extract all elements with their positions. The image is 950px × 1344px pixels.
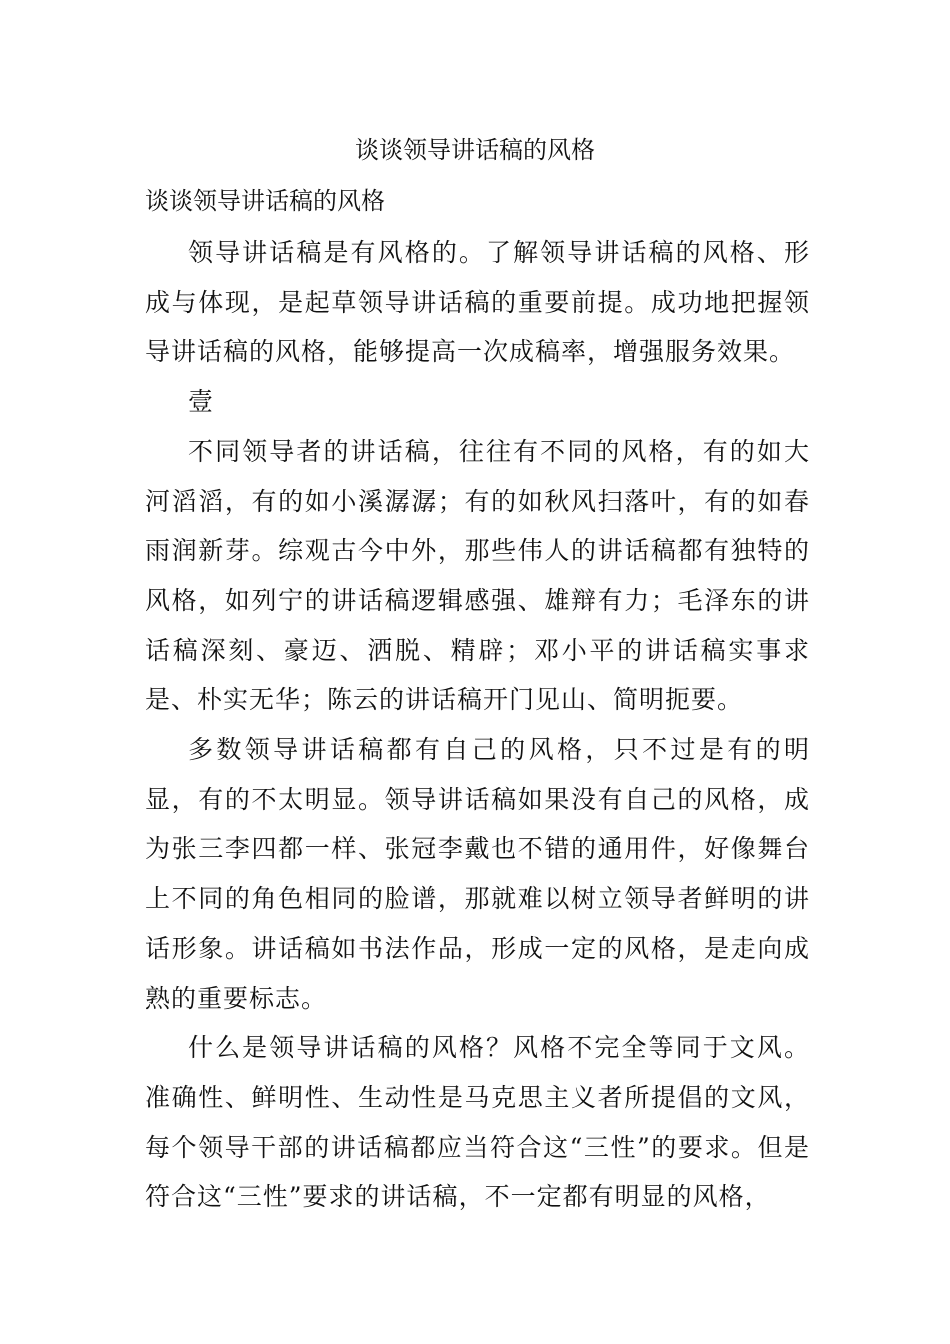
document-subtitle: 谈谈领导讲话稿的风格 (145, 187, 385, 215)
paragraph-styles-examples: 不同领导者的讲话稿，往往有不同的风格，有的如大河滔滔，有的如小溪潺潺；有的如秋风扫落叶，有的如春雨润新芽。综观古今中外，那些伟人的讲话稿都有独特的风格，如列宁的讲话稿逻辑感强、雄辩有力；毛泽东的讲话稿深刻、豪迈、洒脱、精辟；邓小平的讲话稿实事求是、朴实无华；陈云的讲话稿开门见山、简明扼要。 (145, 436, 810, 715)
paragraph-intro: 领导讲话稿是有风格的。了解领导讲话稿的风格、形成与体现，是起草领导讲话稿的重要前提。成功地把握领导讲话稿的风格，能够提高一次成稿率，增强服务效果。 (145, 238, 810, 367)
paragraph-what-is-style: 什么是领导讲话稿的风格？风格不完全等同于文风。准确性、鲜明性、生动性是马克思主义者所提倡的文风，每个领导干部的讲话稿都应当符合这“三性”的要求。但是符合这“三性”要求的讲话稿，不一定都有明显的风格， (145, 1033, 810, 1212)
document-title: 谈谈领导讲话稿的风格 (355, 136, 595, 164)
document-body (145, 228, 810, 1222)
section-heading-one: 壹 (188, 387, 215, 417)
paragraph-most-leaders: 多数领导讲话稿都有自己的风格，只不过是有的明显，有的不太明显。领导讲话稿如果没有自己的风格，成为张三李四都一样、张冠李戴也不错的通用件，好像舞台上不同的角色相同的脸谱，那就难以树立领导者鲜明的讲话形象。讲话稿如书法作品，形成一定的风格，是走向成熟的重要标志。 (145, 735, 810, 1013)
